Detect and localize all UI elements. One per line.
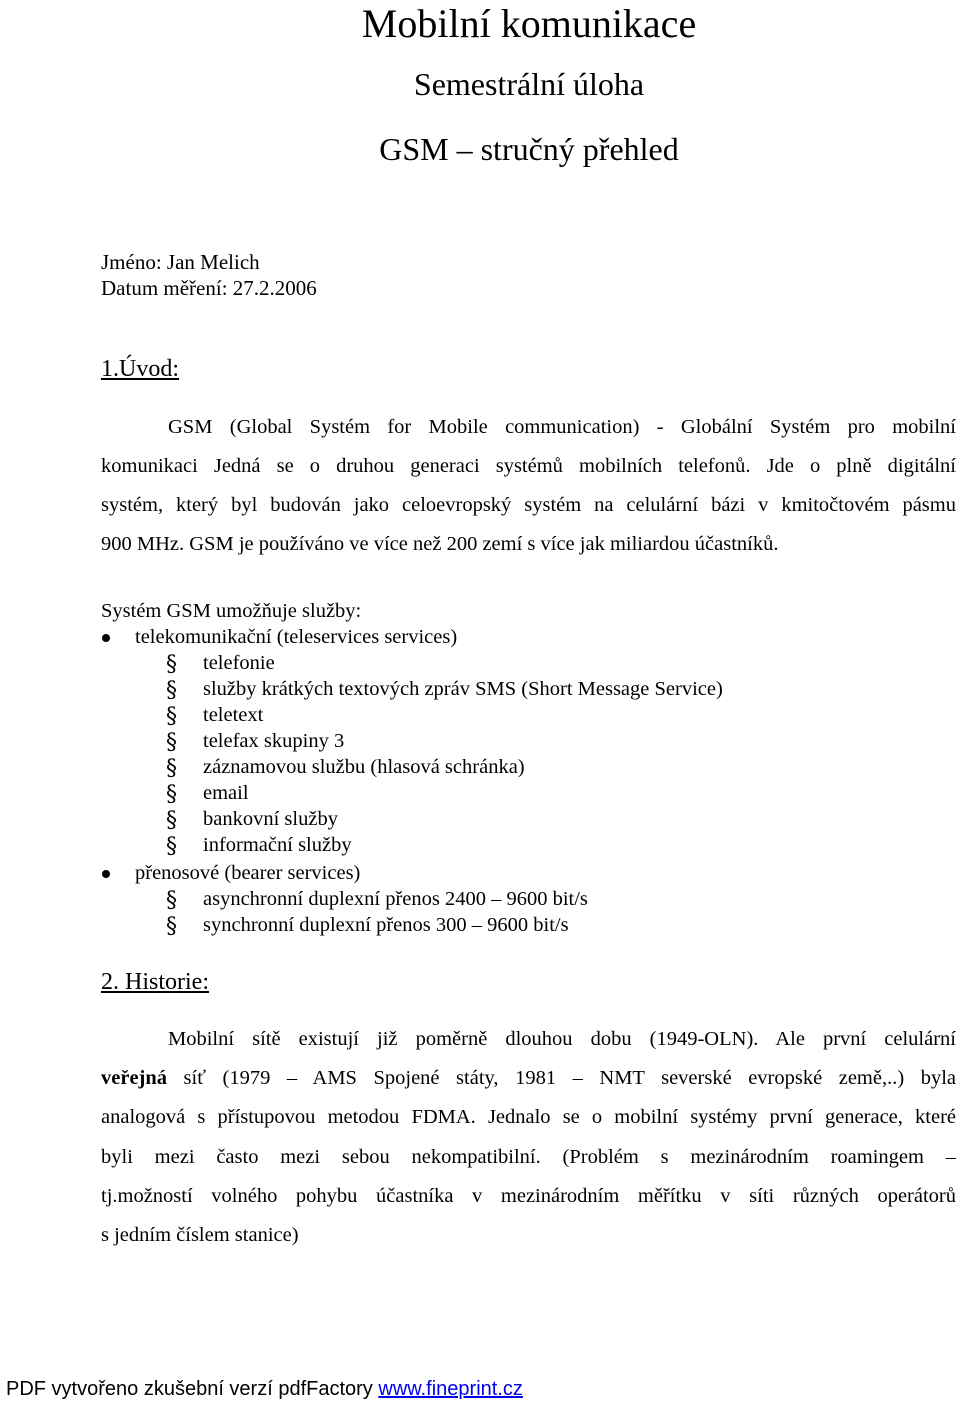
- bullet-icon: [102, 634, 110, 642]
- service-item: telefax skupiny 3: [203, 730, 345, 752]
- service-item: telefonie: [203, 652, 275, 674]
- fineprint-link[interactable]: www.fineprint.cz: [378, 1378, 523, 1400]
- service-item: teletext: [203, 704, 264, 726]
- intro-line: komunikaci Jedná se o druhou generaci systémů mobilních telefonů. Jde o plně digitální: [101, 455, 956, 477]
- service-item: asynchronní duplexní přenos 2400 – 9600 bit/s: [203, 888, 588, 910]
- services-intro: Systém GSM umožňuje služby:: [101, 600, 362, 622]
- history-line: tj.možností volného pohybu účastníka v mezinárodním měřítku v síti různých operátorů: [101, 1185, 956, 1207]
- document-topic: GSM – stručný přehled: [379, 131, 679, 167]
- section-sign-icon: §: [166, 704, 177, 729]
- section-heading-history: 2. Historie:: [101, 969, 209, 995]
- intro-line: GSM (Global Systém for Mobile communication) - Globální Systém pro mobilní: [168, 416, 956, 438]
- section-sign-icon: §: [166, 756, 177, 781]
- history-line: s jedním číslem stanice): [101, 1224, 299, 1246]
- document-subtitle: Semestrální úloha: [413, 66, 645, 102]
- service-item: bankovní služby: [203, 808, 338, 830]
- section-sign-icon: §: [166, 730, 177, 755]
- section-sign-icon: §: [166, 888, 177, 913]
- section-sign-icon: §: [166, 678, 177, 703]
- service-item: synchronní duplexní přenos 300 – 9600 bit/s: [203, 914, 569, 936]
- document-title: Mobilní komunikace: [361, 1, 697, 46]
- service-item: záznamovou službu (hlasová schránka): [203, 756, 525, 778]
- section-sign-icon: §: [166, 914, 177, 939]
- section-sign-icon: §: [166, 652, 177, 677]
- intro-line: 900 MHz. GSM je používáno ve více než 200 zemí s více jak miliardou účastníků.: [101, 533, 779, 555]
- measurement-date: Datum měření: 27.2.2006: [101, 276, 317, 300]
- author-name: Jméno: Jan Melich: [101, 250, 260, 274]
- history-line-rest: síť (1979 – AMS Spojené státy, 1981 – NMT severské evropské země,..) byla: [167, 1067, 956, 1089]
- section-heading-intro: 1.Úvod:: [101, 356, 179, 382]
- emphasis-verejna: veřejná: [101, 1067, 168, 1089]
- history-line: Mobilní sítě existují již poměrně dlouhou dobu (1949-OLN). Ale první celulární: [168, 1028, 956, 1050]
- history-line: analogová s přístupovou metodou FDMA. Jednalo se o mobilní systémy první generace, které: [101, 1106, 956, 1128]
- bullet-icon: [102, 870, 110, 878]
- pdf-watermark: [6, 1378, 523, 1401]
- intro-line: systém, který byl budován jako celoevropský systém na celulární bázi v kmitočtovém pásmu: [101, 494, 956, 516]
- section-sign-icon: §: [166, 782, 177, 807]
- section-sign-icon: §: [166, 834, 177, 859]
- service-item: informační služby: [203, 834, 352, 856]
- watermark-text: PDF vytvořeno zkušební verzí pdfFactory: [6, 1378, 379, 1400]
- service-group-label: přenosové (bearer services): [135, 862, 361, 884]
- history-line: byli mezi často mezi sebou nekompatibilní. (Problém s mezinárodním roamingem –: [101, 1146, 956, 1168]
- service-item: email: [203, 782, 249, 804]
- history-line: [101, 1067, 956, 1090]
- service-item: služby krátkých textových zpráv SMS (Short Message Service): [203, 678, 723, 700]
- section-sign-icon: §: [166, 808, 177, 833]
- service-group-label: telekomunikační (teleservices services): [135, 626, 458, 648]
